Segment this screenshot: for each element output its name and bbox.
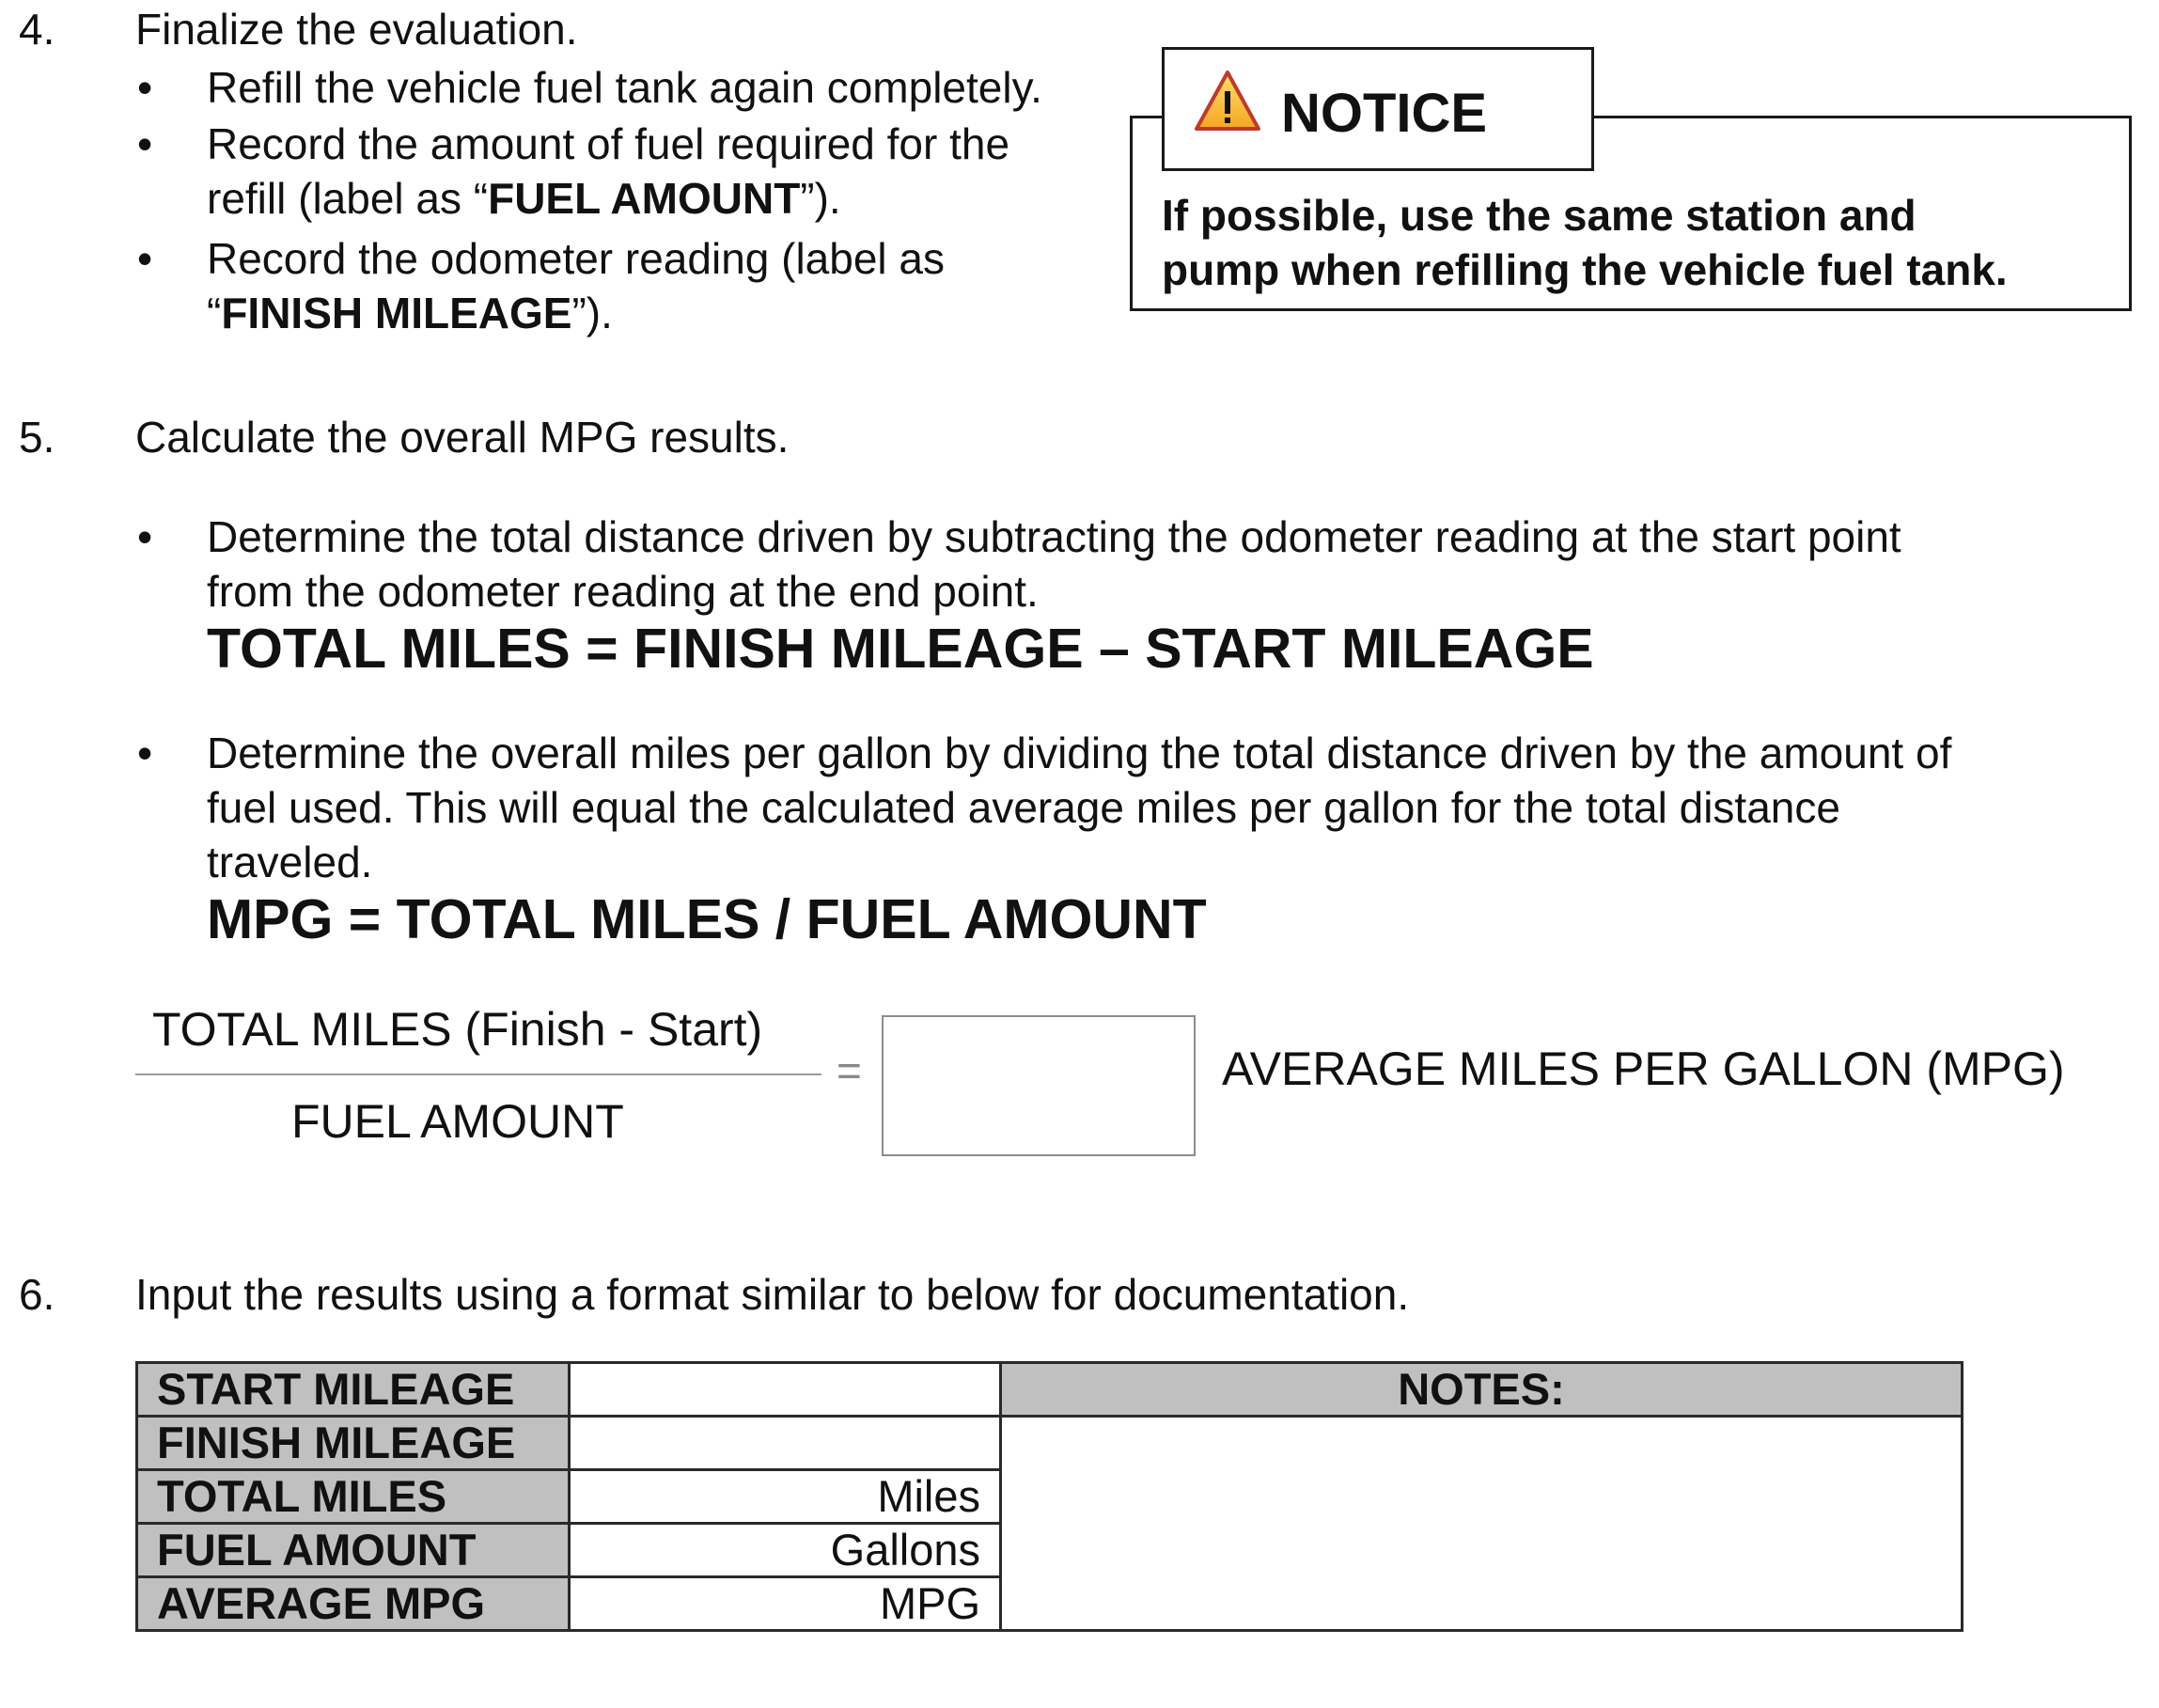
- average-mpg-label: AVERAGE MILES PER GALLON (MPG): [1222, 1042, 2065, 1095]
- notice-line-2: pump when refilling the vehicle fuel tank.: [1162, 245, 2008, 294]
- step-5-bullet-1-line-1: Determine the total distance driven by subtracting the odometer reading at the start point: [207, 512, 1901, 561]
- table-row: [137, 1363, 1963, 1417]
- step-4-bullet-2-line-2: refill (label as “FUEL AMOUNT”).: [207, 174, 841, 223]
- step-4-bullet-3-line-1: Record the odometer reading (label as: [207, 234, 946, 283]
- row-label: START MILEAGE: [137, 1363, 570, 1417]
- notes-cell[interactable]: [1001, 1417, 1963, 1631]
- results-table: [135, 1361, 1963, 1632]
- row-label: TOTAL MILES: [137, 1470, 570, 1524]
- bullet-icon: •: [137, 63, 153, 112]
- step-6-number: 6.: [19, 1270, 55, 1319]
- bullet-icon: •: [137, 119, 153, 168]
- row-label: FINISH MILEAGE: [137, 1417, 570, 1470]
- row-value-cell[interactable]: Gallons: [570, 1524, 1001, 1577]
- row-label: FUEL AMOUNT: [137, 1524, 570, 1577]
- step-5-title: Calculate the overall MPG results.: [135, 413, 790, 462]
- notice-line-1: If possible, use the same station and: [1162, 191, 1917, 240]
- warning-triangle-icon: [1193, 69, 1262, 134]
- formula-mpg: MPG = TOTAL MILES / FUEL AMOUNT: [207, 888, 1207, 950]
- notes-header: NOTES:: [1001, 1363, 1963, 1417]
- row-value-cell[interactable]: Miles: [570, 1470, 1001, 1524]
- step-4-number: 4.: [19, 5, 55, 54]
- step-5-bullet-2-line-1: Determine the overall miles per gallon by dividing the total distance driven by the amount of: [207, 729, 1952, 777]
- bullet-icon: •: [137, 234, 153, 283]
- step-4-bullet-1: Refill the vehicle fuel tank again completely.: [207, 63, 1042, 112]
- step-5-bullet-2-line-3: traveled.: [207, 838, 373, 886]
- bullet-icon: •: [137, 729, 153, 777]
- row-value-cell[interactable]: [570, 1417, 1001, 1470]
- bullet-icon: •: [137, 512, 153, 561]
- notice-heading: NOTICE: [1281, 83, 1488, 144]
- step-4-title: Finalize the evaluation.: [135, 5, 578, 54]
- step-6-title: Input the results using a format similar to below for documentation.: [135, 1270, 1410, 1319]
- table-row: [137, 1417, 1963, 1470]
- row-value-cell[interactable]: MPG: [570, 1577, 1001, 1631]
- step-4-bullet-2-line-1: Record the amount of fuel required for the: [207, 119, 1010, 168]
- step-5-bullet-1-line-2: from the odometer reading at the end point.: [207, 567, 1039, 616]
- step-5-bullet-2-line-2: fuel used. This will equal the calculated average miles per gallon for the total distance: [207, 783, 1840, 832]
- row-value-cell[interactable]: [570, 1363, 1001, 1417]
- formula-total-miles: TOTAL MILES = FINISH MILEAGE – START MILEAGE: [207, 618, 1594, 680]
- equals-sign: =: [837, 1046, 862, 1095]
- notice-header: [1162, 47, 1594, 171]
- fraction-bar: [135, 1073, 821, 1075]
- fraction-numerator: TOTAL MILES (Finish - Start): [152, 1003, 763, 1056]
- mpg-answer-box[interactable]: [882, 1015, 1196, 1156]
- step-5-number: 5.: [19, 413, 55, 462]
- row-label: AVERAGE MPG: [137, 1577, 570, 1631]
- step-4-bullet-3-line-2: “FINISH MILEAGE”).: [207, 289, 613, 337]
- fraction-denominator: FUEL AMOUNT: [291, 1095, 624, 1148]
